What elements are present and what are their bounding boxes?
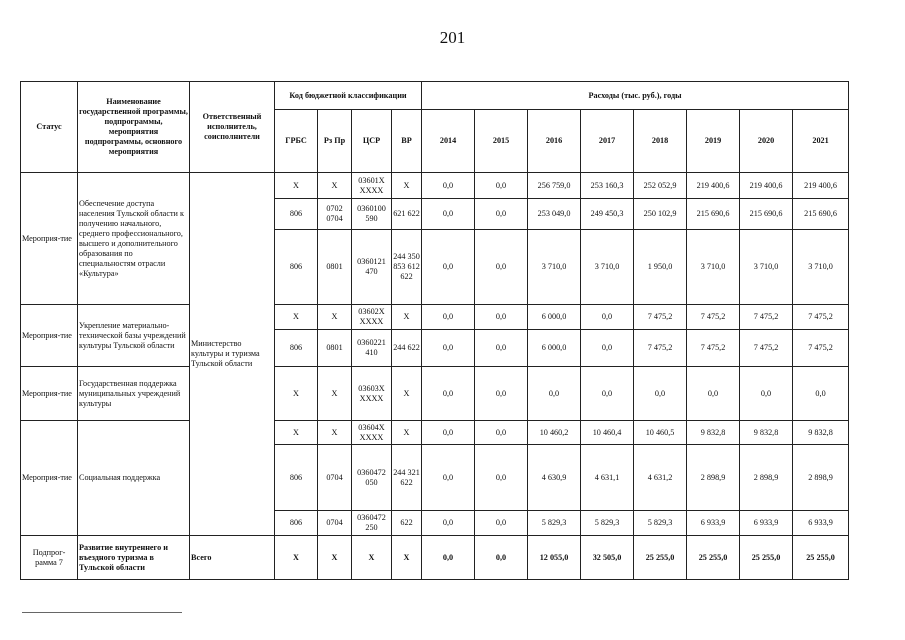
csr-cell: 03603X XXXX bbox=[352, 367, 392, 421]
amount-cell: 0,0 bbox=[422, 173, 475, 199]
csr-cell: X bbox=[352, 536, 392, 580]
amount-cell: 3 710,0 bbox=[687, 230, 740, 305]
amount-cell: 6 000,0 bbox=[528, 330, 581, 367]
grbs-cell: 806 bbox=[275, 511, 318, 536]
rzpr-cell: X bbox=[318, 536, 352, 580]
grbs-cell: X bbox=[275, 536, 318, 580]
amount-cell: 0,0 bbox=[422, 199, 475, 230]
amount-cell: 0,0 bbox=[422, 330, 475, 367]
amount-cell: 2 898,9 bbox=[793, 445, 849, 511]
amount-cell: 0,0 bbox=[422, 511, 475, 536]
amount-cell: 0,0 bbox=[475, 367, 528, 421]
amount-cell: 4 631,2 bbox=[634, 445, 687, 511]
header-year: 2014 bbox=[422, 110, 475, 173]
budget-table bbox=[20, 81, 849, 580]
footnote-divider bbox=[22, 612, 182, 613]
amount-cell: 0,0 bbox=[422, 305, 475, 330]
csr-cell: 03604X XXXX bbox=[352, 421, 392, 445]
amount-cell: 0,0 bbox=[475, 199, 528, 230]
rzpr-cell: 0801 bbox=[318, 230, 352, 305]
amount-cell: 6 933,9 bbox=[793, 511, 849, 536]
table-row bbox=[21, 367, 849, 421]
csr-cell: 0360221 410 bbox=[352, 330, 392, 367]
rzpr-cell: 0704 bbox=[318, 511, 352, 536]
amount-cell: 3 710,0 bbox=[793, 230, 849, 305]
amount-cell: 215 690,6 bbox=[793, 199, 849, 230]
subprogram-status: Подпрог-рамма 7 bbox=[21, 536, 78, 580]
vr-cell: 621 622 bbox=[392, 199, 422, 230]
amount-cell: 0,0 bbox=[422, 536, 475, 580]
amount-cell: 0,0 bbox=[422, 367, 475, 421]
amount-cell: 25 255,0 bbox=[793, 536, 849, 580]
header-year: 2019 bbox=[687, 110, 740, 173]
amount-cell: 4 630,9 bbox=[528, 445, 581, 511]
csr-cell: 03601X XXXX bbox=[352, 173, 392, 199]
vr-cell: X bbox=[392, 305, 422, 330]
amount-cell: 6 933,9 bbox=[740, 511, 793, 536]
amount-cell: 219 400,6 bbox=[687, 173, 740, 199]
amount-cell: 0,0 bbox=[422, 230, 475, 305]
amount-cell: 7 475,2 bbox=[740, 305, 793, 330]
header-csr: ЦСР bbox=[352, 110, 392, 173]
amount-cell: 7 475,2 bbox=[634, 305, 687, 330]
amount-cell: 3 710,0 bbox=[581, 230, 634, 305]
amount-cell: 5 829,3 bbox=[634, 511, 687, 536]
header-budget-code: Код бюджетной классификации bbox=[275, 82, 422, 110]
rzpr-cell: X bbox=[318, 421, 352, 445]
amount-cell: 10 460,4 bbox=[581, 421, 634, 445]
subprogram-executor: Всего bbox=[190, 536, 275, 580]
amount-cell: 10 460,5 bbox=[634, 421, 687, 445]
amount-cell: 249 450,3 bbox=[581, 199, 634, 230]
vr-cell: X bbox=[392, 173, 422, 199]
vr-cell: 244 321 622 bbox=[392, 445, 422, 511]
header-executor: Ответственный исполнитель, соисполнители bbox=[190, 82, 275, 173]
row-status: Мероприя-тие bbox=[21, 367, 78, 421]
row-name: Укрепление материально-технической базы учреждений культуры Тульской области bbox=[78, 305, 190, 367]
amount-cell: 7 475,2 bbox=[793, 305, 849, 330]
amount-cell: 250 102,9 bbox=[634, 199, 687, 230]
header-expenses: Расходы (тыс. руб.), годы bbox=[422, 82, 849, 110]
amount-cell: 5 829,3 bbox=[528, 511, 581, 536]
row-status: Мероприя-тие bbox=[21, 305, 78, 367]
amount-cell: 0,0 bbox=[475, 330, 528, 367]
amount-cell: 0,0 bbox=[475, 421, 528, 445]
amount-cell: 2 898,9 bbox=[687, 445, 740, 511]
amount-cell: 215 690,6 bbox=[687, 199, 740, 230]
subprogram-row bbox=[21, 536, 849, 580]
grbs-cell: X bbox=[275, 421, 318, 445]
header-grbs: ГРБС bbox=[275, 110, 318, 173]
amount-cell: 9 832,8 bbox=[793, 421, 849, 445]
amount-cell: 6 933,9 bbox=[687, 511, 740, 536]
row-name: Государственная поддержка муниципальных учреждений культуры bbox=[78, 367, 190, 421]
amount-cell: 1 950,0 bbox=[634, 230, 687, 305]
amount-cell: 25 255,0 bbox=[634, 536, 687, 580]
amount-cell: 0,0 bbox=[528, 367, 581, 421]
amount-cell: 253 049,0 bbox=[528, 199, 581, 230]
rzpr-cell: 0801 bbox=[318, 330, 352, 367]
amount-cell: 7 475,2 bbox=[687, 305, 740, 330]
rzpr-cell: X bbox=[318, 305, 352, 330]
header-year: 2016 bbox=[528, 110, 581, 173]
amount-cell: 0,0 bbox=[634, 367, 687, 421]
header-year: 2015 bbox=[475, 110, 528, 173]
header-year: 2017 bbox=[581, 110, 634, 173]
executor-cell: Министерство культуры и туризма Тульской области bbox=[190, 173, 275, 536]
amount-cell: 0,0 bbox=[581, 367, 634, 421]
rzpr-cell: 0704 bbox=[318, 445, 352, 511]
vr-cell: 622 bbox=[392, 511, 422, 536]
table-row bbox=[21, 421, 849, 445]
header-name: Наименование государственной программы, подпрограммы, мероприятия подпрограммы, основного мероприятия bbox=[78, 82, 190, 173]
amount-cell: 3 710,0 bbox=[528, 230, 581, 305]
amount-cell: 4 631,1 bbox=[581, 445, 634, 511]
amount-cell: 25 255,0 bbox=[687, 536, 740, 580]
amount-cell: 10 460,2 bbox=[528, 421, 581, 445]
vr-cell: 244 350 853 612 622 bbox=[392, 230, 422, 305]
header-year: 2020 bbox=[740, 110, 793, 173]
grbs-cell: 806 bbox=[275, 199, 318, 230]
amount-cell: 0,0 bbox=[793, 367, 849, 421]
csr-cell: 03602X XXXX bbox=[352, 305, 392, 330]
amount-cell: 5 829,3 bbox=[581, 511, 634, 536]
csr-cell: 0360472 250 bbox=[352, 511, 392, 536]
rzpr-cell: X bbox=[318, 367, 352, 421]
vr-cell: X bbox=[392, 367, 422, 421]
header-year: 2021 bbox=[793, 110, 849, 173]
csr-cell: 0360472 050 bbox=[352, 445, 392, 511]
page-number: 201 bbox=[439, 28, 466, 47]
row-status: Мероприя-тие bbox=[21, 421, 78, 536]
subprogram-name: Развитие внутреннего и въездного туризма в Тульской области bbox=[78, 536, 190, 580]
amount-cell: 215 690,6 bbox=[740, 199, 793, 230]
amount-cell: 0,0 bbox=[581, 330, 634, 367]
grbs-cell: 806 bbox=[275, 330, 318, 367]
grbs-cell: X bbox=[275, 305, 318, 330]
amount-cell: 7 475,2 bbox=[687, 330, 740, 367]
header-status: Статус bbox=[21, 82, 78, 173]
row-name: Обеспечение доступа населения Тульской области к получению начального, среднего профессионального, высшего и дополнительного образования по специальностям отрасли «Культура» bbox=[78, 173, 190, 305]
amount-cell: 0,0 bbox=[422, 421, 475, 445]
amount-cell: 3 710,0 bbox=[740, 230, 793, 305]
amount-cell: 25 255,0 bbox=[740, 536, 793, 580]
vr-cell: 244 622 bbox=[392, 330, 422, 367]
amount-cell: 0,0 bbox=[581, 305, 634, 330]
amount-cell: 0,0 bbox=[422, 445, 475, 511]
amount-cell: 9 832,8 bbox=[687, 421, 740, 445]
amount-cell: 219 400,6 bbox=[793, 173, 849, 199]
amount-cell: 256 759,0 bbox=[528, 173, 581, 199]
amount-cell: 7 475,2 bbox=[740, 330, 793, 367]
amount-cell: 6 000,0 bbox=[528, 305, 581, 330]
vr-cell: X bbox=[392, 421, 422, 445]
amount-cell: 0,0 bbox=[475, 511, 528, 536]
amount-cell: 2 898,9 bbox=[740, 445, 793, 511]
rzpr-cell: 0702 0704 bbox=[318, 199, 352, 230]
amount-cell: 0,0 bbox=[687, 367, 740, 421]
amount-cell: 0,0 bbox=[475, 536, 528, 580]
vr-cell: X bbox=[392, 536, 422, 580]
amount-cell: 0,0 bbox=[475, 230, 528, 305]
rzpr-cell: X bbox=[318, 173, 352, 199]
amount-cell: 252 052,9 bbox=[634, 173, 687, 199]
table-row bbox=[21, 173, 849, 199]
row-name: Социальная поддержка bbox=[78, 421, 190, 536]
table-row bbox=[21, 305, 849, 330]
amount-cell: 253 160,3 bbox=[581, 173, 634, 199]
header-vr: ВР bbox=[392, 110, 422, 173]
amount-cell: 0,0 bbox=[475, 305, 528, 330]
amount-cell: 12 055,0 bbox=[528, 536, 581, 580]
csr-cell: 0360121 470 bbox=[352, 230, 392, 305]
amount-cell: 7 475,2 bbox=[793, 330, 849, 367]
amount-cell: 0,0 bbox=[740, 367, 793, 421]
row-status: Мероприя-тие bbox=[21, 173, 78, 305]
amount-cell: 219 400,6 bbox=[740, 173, 793, 199]
header-rzpr: Рз Пр bbox=[318, 110, 352, 173]
grbs-cell: 806 bbox=[275, 445, 318, 511]
grbs-cell: 806 bbox=[275, 230, 318, 305]
amount-cell: 0,0 bbox=[475, 445, 528, 511]
table-body bbox=[21, 173, 849, 580]
amount-cell: 32 505,0 bbox=[581, 536, 634, 580]
amount-cell: 7 475,2 bbox=[634, 330, 687, 367]
amount-cell: 0,0 bbox=[475, 173, 528, 199]
amount-cell: 9 832,8 bbox=[740, 421, 793, 445]
csr-cell: 0360100 590 bbox=[352, 199, 392, 230]
header-year: 2018 bbox=[634, 110, 687, 173]
grbs-cell: X bbox=[275, 173, 318, 199]
grbs-cell: X bbox=[275, 367, 318, 421]
